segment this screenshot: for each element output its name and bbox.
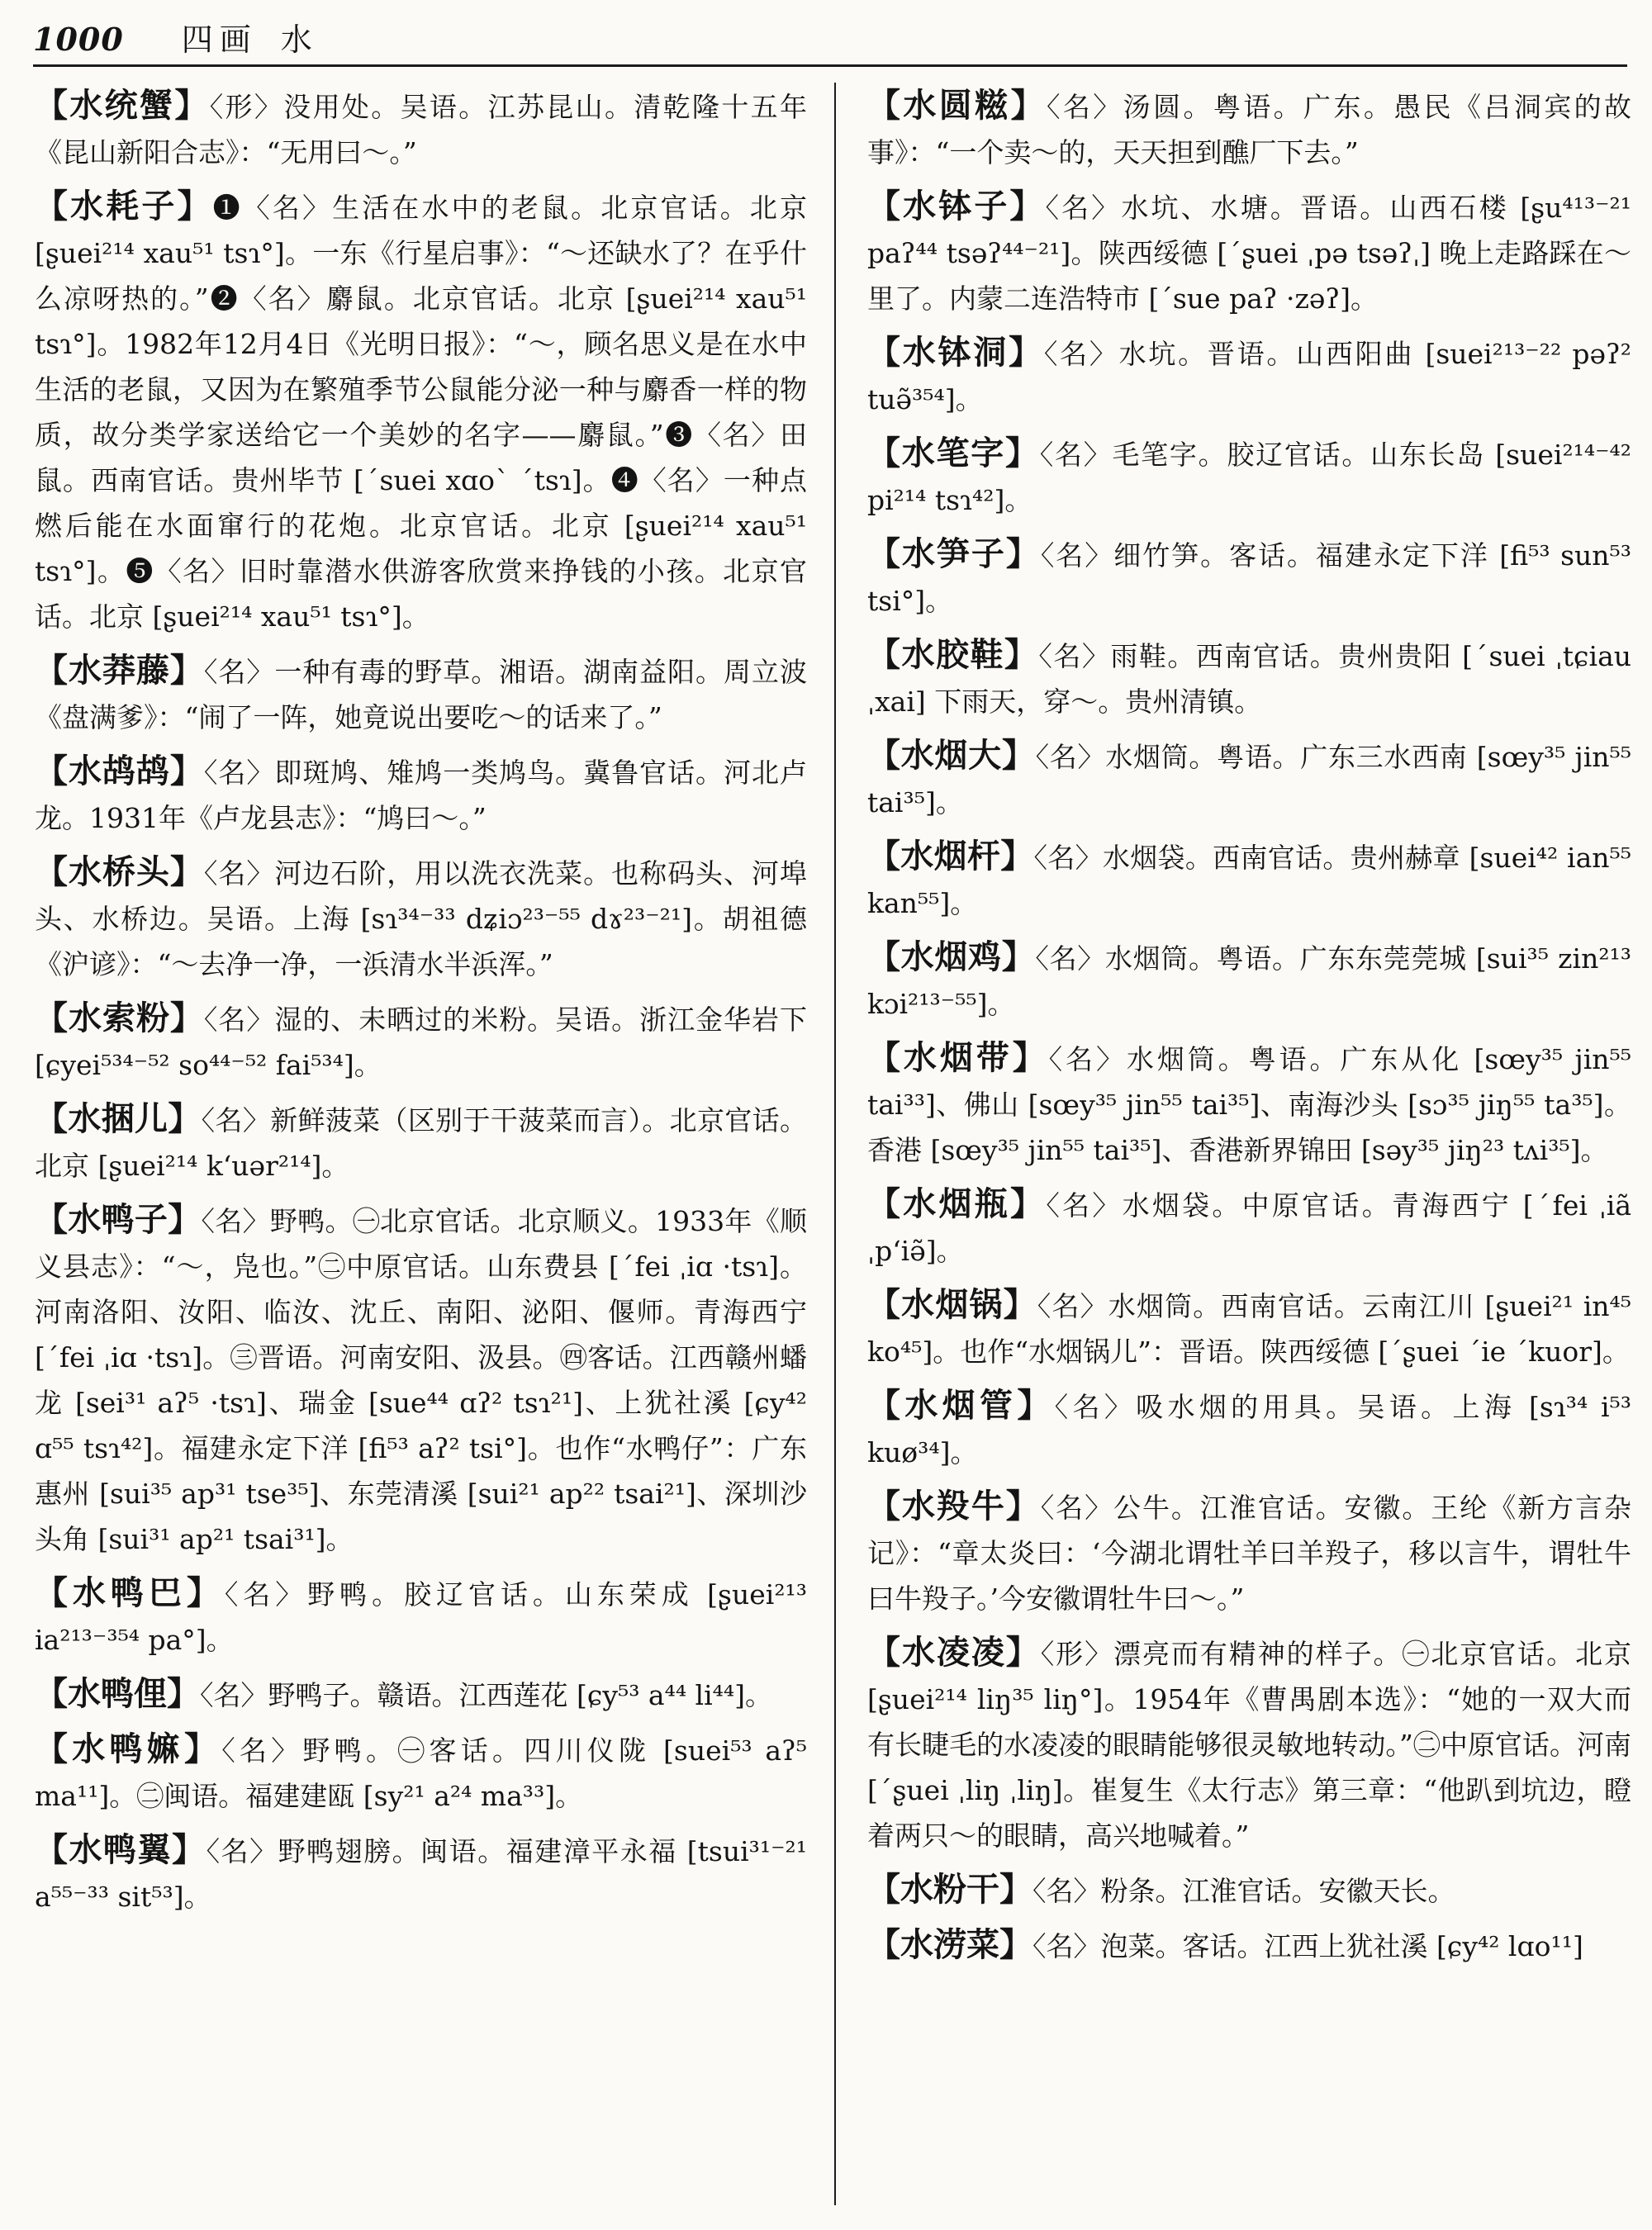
entry-headword: 【水凌凌】 xyxy=(867,1633,1041,1672)
dictionary-entry xyxy=(867,531,1631,624)
entry-body: 〈名〉泡菜。客话。江西上犹社溪 [ɕy⁴² lɑo¹¹] xyxy=(1032,1930,1583,1962)
dictionary-entry xyxy=(867,83,1631,175)
entry-body: 〈形〉没用处。吴语。江苏昆山。清乾隆十五年《昆山新阳合志》：“无用曰～。” xyxy=(35,91,807,168)
dictionary-entry xyxy=(35,1096,807,1189)
entry-body: 〈名〉河边石阶，用以洗衣洗菜。也称码头、河埠头、水桥边。吴语。上海 [sɿ³⁴⁻³³ dʑiɔ²³⁻⁵⁵ dɤ²³⁻²¹]。胡祖德《沪谚》：“～去净一净，一浜清水半浜浑。” xyxy=(35,857,807,980)
right-column xyxy=(867,83,1631,2213)
entry-headword: 【水鸭子】 xyxy=(35,1200,202,1239)
entry-headword: 【水鸪鸪】 xyxy=(35,752,204,790)
entry-headword: 【水鸭巴】 xyxy=(35,1573,225,1612)
entry-headword: 【水莽藤】 xyxy=(35,651,204,690)
column-divider xyxy=(834,83,836,2205)
dictionary-entry xyxy=(35,995,807,1088)
entry-headword: 【水烟大】 xyxy=(867,736,1036,775)
entry-headword: 【水胶鞋】 xyxy=(867,635,1039,674)
entry-headword: 【水烟带】 xyxy=(867,1038,1049,1077)
entry-body: 〈名〉雨鞋。西南官话。贵州贵阳 [ˊsuei ˌtɕiau ˌxai] 下雨天，穿～。贵州清镇。 xyxy=(867,640,1631,718)
entry-body: 〈名〉水烟袋。中原官话。青海西宁 [ˊfei ˌiã ˌpʻiə̃]。 xyxy=(867,1189,1631,1267)
dictionary-entry xyxy=(35,183,807,639)
entry-body: 〈名〉野鸭。㊀北京官话。北京顺义。1933年《顺义县志》：“～，凫也。”㊁中原官话。山东费县 [ˊfei ˌiɑ ·tsɿ]。河南洛阳、汝阳、临汝、沈丘、南阳、泌阳、偃师。青海西宁 [ˊfei ˌiɑ ·tsɿ]。㊂晋语。河南安阳、汲县。㊃客话。江西赣州蟠龙 [sei³¹ aʔ⁵ ·tsɿ]、瑞金 [sue⁴⁴ ɑʔ² tsɿ²¹]、上犹社溪 [ɕy⁴² ɑ⁵⁵ tsɿ⁴²]。福建永定下洋 [fi⁵³ aʔ² tsi°]。也作“水鸭仔”：广东惠州 [sui³⁵ ap³¹ tse³⁵]、东莞清溪 [sui²¹ ap²² tsai²¹]、深圳沙头角 [sui³¹ ap²¹ tsai³¹]。 xyxy=(35,1205,807,1555)
entry-headword: 【水涝菜】 xyxy=(867,1925,1032,1964)
entry-body: 〈名〉水烟筒。粤语。广东从化 [sœy³⁵ jin⁵⁵ tai³³]、佛山 [sœy³⁵ jin⁵⁵ tai³⁵]、南海沙头 [sɔ³⁵ jiŋ⁵⁵ ta³⁵]。香港 [sœy³⁵ jin⁵⁵ tai³⁵]、香港新界锦田 [səy³⁵ jiŋ²³ tʌi³⁵]。 xyxy=(867,1043,1631,1166)
entry-headword: 【水粉干】 xyxy=(867,1870,1032,1909)
dictionary-entry xyxy=(867,1630,1631,1858)
entry-headword: 【水烟瓶】 xyxy=(867,1184,1047,1223)
entry-body: ❶〈名〉生活在水中的老鼠。北京官话。北京 [ʂuei²¹⁴ xau⁵¹ tsɿ°]。一东《行星启事》：“～还缺水了？在乎什么凉呀热的。”❷〈名〉麝鼠。北京官话。北京 [ʂuei²¹⁴ xau⁵¹ tsɿ°]。1982年12月4日《光明日报》：“～，顾名思义是在水中生活的老鼠，又因为在繁殖季节公鼠能分泌一种与麝香一样的物质，故分类学家送给它一个美妙的名字——麝鼠。”❸〈名〉田鼠。西南官话。贵州毕节 [ˊsuei xɑoˋ ˊtsɿ]。❹〈名〉一种点燃后能在水面窜行的花炮。北京官话。北京 [ʂuei²¹⁴ xau⁵¹ tsɿ°]。❺〈名〉旧时靠潜水供游客欣赏来挣钱的小孩。北京官话。北京 [ʂuei²¹⁴ xau⁵¹ tsɿ°]。 xyxy=(35,192,807,633)
dictionary-entry xyxy=(867,1282,1631,1374)
entry-headword: 【水烟鸡】 xyxy=(867,937,1036,976)
dictionary-entry xyxy=(35,1726,807,1819)
entry-headword: 【水烟杆】 xyxy=(867,837,1034,875)
dictionary-entry xyxy=(35,648,807,740)
dictionary-entry xyxy=(867,733,1631,825)
dictionary-entry xyxy=(867,632,1631,724)
entry-headword: 【水笋子】 xyxy=(867,534,1041,573)
entry-headword: 【水桥头】 xyxy=(35,852,204,891)
entry-body: 〈名〉水坑。晋语。山西阳曲 [suei²¹³⁻²² pəʔ² tuə̃³⁵⁴]。 xyxy=(867,338,1631,415)
entry-headword: 【水圆糍】 xyxy=(867,86,1047,125)
dictionary-entry xyxy=(35,1827,807,1919)
entry-headword: 【水烟管】 xyxy=(867,1386,1055,1425)
entry-body: 〈名〉公牛。江淮官话。安徽。王纶《新方言杂记》：“章太炎曰：‘今湖北谓牡羊曰羊羖子，移以言牛，谓牡牛曰牛羖子。’今安徽谓牡牛曰～。” xyxy=(867,1492,1631,1615)
entry-body: 〈名〉一种有毒的野草。湘语。湖南益阳。周立波《盘满爹》：“闹了一阵，她竟说出要吃～的话来了。” xyxy=(35,656,807,733)
entry-body: 〈名〉野鸭。㊀客话。四川仪陇 [suei⁵³ aʔ⁵ ma¹¹]。㊁闽语。福建建瓯 [sy²¹ a²⁴ ma³³]。 xyxy=(35,1734,807,1812)
entry-body: 〈名〉水烟袋。西南官话。贵州赫章 [suei⁴² ian⁵⁵ kan⁵⁵]。 xyxy=(867,842,1631,919)
entry-body: 〈名〉吸水烟的用具。吴语。上海 [sɿ³⁴ i⁵³ kuø³⁴]。 xyxy=(867,1391,1631,1468)
entry-headword: 【水索粉】 xyxy=(35,999,204,1037)
dictionary-entry xyxy=(867,1483,1631,1621)
entry-body: 〈名〉水烟筒。粤语。广东东莞莞城 [sui³⁵ zin²¹³ kɔi²¹³⁻⁵⁵]。 xyxy=(867,942,1631,1020)
entry-body: 〈名〉水坑、水塘。晋语。山西石楼 [ʂu⁴¹³⁻²¹ paʔ⁴⁴ tsəʔ⁴⁴⁻²¹]。陕西绥德 [ˊʂuei ˌpə tsəʔˌ] 晚上走路踩在～里了。内蒙二连浩特市 [ˊsue paʔ ·zəʔ]。 xyxy=(867,192,1631,315)
entry-body: 〈名〉汤圆。粤语。广东。愚民《吕洞宾的故事》：“一个卖～的，天天担到醮厂下去。” xyxy=(867,91,1631,168)
radical-label: 水 xyxy=(280,21,312,58)
entry-headword: 【水钵洞】 xyxy=(867,333,1044,372)
entry-body: 〈名〉野鸭。胶辽官话。山东荣成 [ʂuei²¹³ ia²¹³⁻³⁵⁴ pa°]。 xyxy=(35,1578,807,1656)
entry-body: 〈名〉水烟筒。粤语。广东三水西南 [sœy³⁵ jin⁵⁵ tai³⁵]。 xyxy=(867,741,1631,818)
dictionary-entry xyxy=(867,1181,1631,1274)
entry-headword: 【水统蟹】 xyxy=(35,86,210,125)
entry-body: 〈名〉新鲜菠菜（区别于干菠菜而言）。北京官话。北京 [ʂuei²¹⁴ kʻuər²¹⁴]。 xyxy=(35,1104,807,1182)
dictionary-entry xyxy=(35,1197,807,1562)
dictionary-entry xyxy=(867,1035,1631,1173)
entry-body: 〈名〉湿的、未晒过的米粉。吴语。浙江金华岩下 [ɕyei⁵³⁴⁻⁵² so⁴⁴⁻⁵² fai⁵³⁴]。 xyxy=(35,1004,807,1081)
dictionary-entry xyxy=(35,849,807,987)
entry-body: 〈名〉即斑鸠、雉鸠一类鸠鸟。冀鲁官话。河北卢龙。1931年《卢龙县志》：“鸠曰～。” xyxy=(35,757,807,834)
entry-body: 〈名〉野鸭子。赣语。江西莲花 [ɕy⁵³ a⁴⁴ li⁴⁴]。 xyxy=(200,1679,772,1711)
entry-headword: 【水鸭嫲】 xyxy=(35,1729,222,1768)
dictionary-entry xyxy=(867,183,1631,321)
entry-headword: 【水钵子】 xyxy=(867,187,1046,225)
entry-headword: 【水烟锅】 xyxy=(867,1285,1037,1324)
entry-headword: 【水捆儿】 xyxy=(35,1099,202,1138)
entry-headword: 【水鸭俚】 xyxy=(35,1674,200,1713)
dictionary-entry xyxy=(35,748,807,841)
entry-headword: 【水耗子】 xyxy=(35,187,213,225)
dictionary-entry xyxy=(35,1570,807,1663)
entry-headword: 【水笔字】 xyxy=(867,434,1040,472)
page-number: 1000 xyxy=(33,21,124,58)
dictionary-entry xyxy=(867,1867,1631,1914)
entry-body: 〈名〉毛笔字。胶辽官话。山东长岛 [suei²¹⁴⁻⁴² pi²¹⁴ tsɿ⁴²]。 xyxy=(867,439,1631,516)
dictionary-entry xyxy=(35,1671,807,1718)
entry-body: 〈名〉粉条。江淮官话。安徽天长。 xyxy=(1032,1875,1455,1907)
entry-headword: 【水鸭翼】 xyxy=(35,1830,206,1869)
dictionary-entry xyxy=(867,430,1631,523)
dictionary-entry xyxy=(867,330,1631,422)
dictionary-entry xyxy=(867,1383,1631,1475)
left-column xyxy=(35,83,807,2213)
dictionary-entry xyxy=(867,934,1631,1027)
entry-body: 〈形〉漂亮而有精神的样子。㊀北京官话。北京 [ʂuei²¹⁴ liŋ³⁵ liŋ°]。1954年《曹禺剧本选》：“她的一双大而有长睫毛的水凌凌的眼睛能够很灵敏地转动。”㊁中原官话。河南 [ˊʂuei ˌliŋ ˌliŋ]。崔复生《太行志》第三章：“他趴到坑边，瞪着两只～的眼睛，高兴地喊着。” xyxy=(867,1638,1631,1852)
dictionary-entry xyxy=(867,833,1631,926)
entry-headword: 【水羖牛】 xyxy=(867,1487,1041,1525)
dictionary-entry xyxy=(35,83,807,175)
entry-body: 〈名〉野鸭翅膀。闽语。福建漳平永福 [tsui³¹⁻²¹ a⁵⁵⁻³³ sit⁵³]。 xyxy=(35,1835,807,1913)
dictionary-entry xyxy=(867,1922,1631,1969)
page-header xyxy=(33,15,1627,67)
section-label: 四画 xyxy=(181,21,258,58)
entry-body: 〈名〉水烟筒。西南官话。云南江川 [ʂuei²¹ in⁴⁵ ko⁴⁵]。也作“水烟锅儿”：晋语。陕西绥德 [ˊʂuei ˊie ˊkuor]。 xyxy=(867,1290,1631,1368)
entry-body: 〈名〉细竹笋。客话。福建永定下洋 [fi⁵³ sun⁵³ tsi°]。 xyxy=(867,539,1631,617)
